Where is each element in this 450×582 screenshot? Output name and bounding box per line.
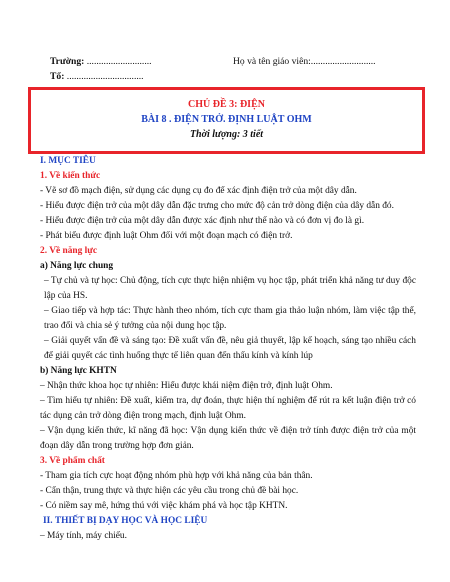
subheading-competence: 2. Về năng lực <box>40 246 98 256</box>
teacher-blank: ........................... <box>310 56 376 67</box>
document-body <box>40 154 416 544</box>
school-line <box>50 56 152 67</box>
list-item: – Máy tính, máy chiếu. <box>40 531 127 541</box>
group-label: Tổ: <box>50 71 65 82</box>
list-item: - Cẩn thận, trung thực và thực hiện các yêu cầu trong chủ đề bài học. <box>40 486 299 496</box>
subheading-science-competence: b) Năng lực KHTN <box>40 366 117 376</box>
list-item: - Tham gia tích cực hoạt động nhóm phù hợp với khả năng của bản thân. <box>40 471 313 481</box>
list-item: - Phát biểu được định luật Ohm đối với một đoạn mạch có điện trở. <box>40 231 293 241</box>
subheading-knowledge: 1. Về kiến thức <box>40 171 101 181</box>
list-item: – Giải quyết vấn đề và sáng tạo: Đề xuất vấn đề, nêu giả thuyết, lập kế hoạch, sáng tạo nhiều cách để giải quyết các tình huống thực tế liên quan đến thấu kính và kính lúp <box>44 336 416 361</box>
list-item: – Vận dụng kiến thức, kĩ năng đã học: Vận dụng kiến thức về điện trở tính được điện trở của một đoạn dây dẫn trong trường hợp đơn giản. <box>40 426 416 451</box>
list-item: – Nhận thức khoa học tự nhiên: Hiểu được khái niệm điện trở, định luật Ohm. <box>40 381 333 391</box>
list-item: – Tự chủ và tự học: Chủ động, tích cực thực hiện nhiệm vụ học tập, phát triển khả năng tư duy độc lập của HS. <box>44 276 416 301</box>
list-item: - Hiểu được điện trở của một dây dẫn đặc trưng cho mức độ cản trở dòng điện của dây dẫn đó. <box>40 201 394 211</box>
title-box <box>28 87 425 154</box>
list-item: - Vẽ sơ đồ mạch điện, sử dụng các dụng cụ đo để xác định điện trở của một dây dẫn. <box>40 186 357 196</box>
lesson-title: BÀI 8 . ĐIỆN TRỞ. ĐỊNH LUẬT OHM <box>141 114 312 125</box>
list-item: - Có niềm say mê, hứng thú với việc khám phá và học tập KHTN. <box>40 501 288 511</box>
teacher-line <box>233 56 376 67</box>
group-blank: ................................ <box>66 71 144 82</box>
lesson-duration: Thời lượng: 3 tiết <box>189 129 264 140</box>
list-item: – Tìm hiểu tự nhiên: Đề xuất, kiểm tra, dự đoán, thực hiện thí nghiệm để rút ra kết luận điện trở có tác dụng cản trở dòng điện trong mạch, định luật Ohm. <box>40 396 416 421</box>
school-blank: ........................... <box>86 56 152 67</box>
section-heading-objectives: I. MỤC TIÊU <box>40 156 96 166</box>
teacher-label: Họ và tên giáo viên: <box>233 56 311 67</box>
group-line <box>50 71 144 82</box>
section-heading-equipment: II. THIẾT BỊ DẠY HỌC VÀ HỌC LIỆU <box>43 516 208 526</box>
list-item: – Giao tiếp và hợp tác: Thực hành theo nhóm, tích cực tham gia thảo luận nhóm, làm việc tập thể, trao đổi và chia sẻ ý tưởng của nội dung học tập. <box>44 306 416 331</box>
list-item: - Hiểu được điện trở của một dây dẫn được xác định như thế nào và có đơn vị đo là gì. <box>40 216 365 226</box>
subheading-general-competence: a) Năng lực chung <box>40 261 114 271</box>
subheading-qualities: 3. Về phẩm chất <box>40 456 105 466</box>
topic-title: CHỦ ĐỀ 3: ĐIỆN <box>188 99 265 110</box>
school-label: Trường: <box>50 56 85 67</box>
